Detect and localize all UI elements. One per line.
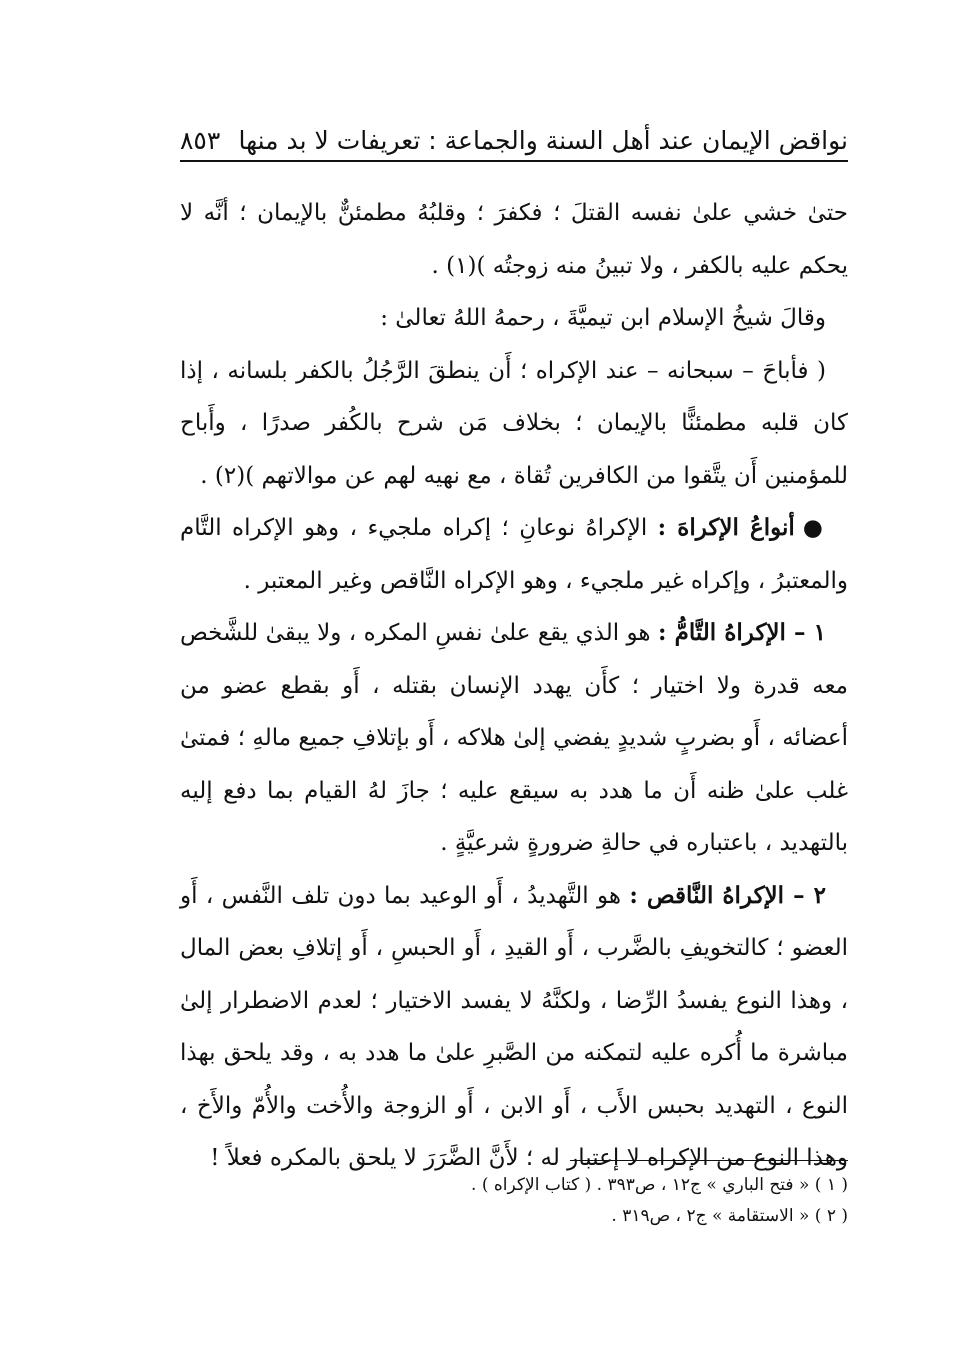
paragraph-6-term: ٢ – الإكراهُ النَّاقص : — [629, 881, 827, 909]
paragraph-5-term: ١ – الإكراهُ التَّامُّ : — [658, 619, 827, 646]
paragraph-2 — [180, 292, 848, 345]
paragraph-5 — [180, 607, 848, 870]
paragraph-1-text: حتىٰ خشي علىٰ نفسه القتلَ ؛ فكفرَ ؛ وقلبُهُ مطمئنٌّ بالإيمان ؛ أنَّه لا يحكم عليه بالكفر ، ولا تبينُ منه زوجتُه )(١) . — [180, 200, 848, 279]
main-text — [180, 187, 848, 1185]
footnote-1: ( ١ ) « فتح الباري » ج١٢ ، ص٣٩٣ . ( كتاب الإكراه ) . — [471, 1175, 848, 1195]
running-header — [180, 122, 848, 160]
paragraph-4-term: أنواعُ الإكراهَ : — [657, 514, 795, 541]
footnote-2: ( ٢ ) « الاستقامة » ج٢ ، ص٣١٩ . — [611, 1206, 848, 1226]
bullet-icon: ● — [802, 514, 826, 541]
footnotes — [180, 1170, 848, 1232]
paragraph-3-text: ( فأباحَ – سبحانه – عند الإكراه ؛ أَن ينطقَ الرَّجُلُ بالكفر بلسانه ، إذا كان قلبه مطمئنًّا بالإيمان ؛ بخلاف مَن شرح بالكُفر صدرًا ، وأَباح للمؤمنين أَن يتَّقوا من الكافرين تُقاة ، مع نهيه لهم عن موالاتهم )(٢) . — [180, 357, 848, 489]
paragraph-6-text: هو التَّهديدُ ، أَو الوعيد بما دون تلف النَّفس ، أَو العضو ؛ كالتخويفِ بالضَّرب ، أَو القيدِ ، أَو الحبسِ ، أَو إتلافِ بعض المال ، وهذا النوع يفسدُ الرِّضا ، ولكنَّهُ لا يفسد الاختيار ؛ لعدم الاضطرار إلىٰ مباشرة ما أُكره عليه لتمكنه من الصَّبرِ علىٰ ما هدد به ، وقد يلحق بهذا النوع ، التهديد بحبس الأَب ، أَو الابن ، أَو الزوجة والأُخت والأُمّ والأَخ ، وهذا النوع من الإكراه لا إعتبار له ؛ لأَنَّ الضَّرَرَ لا يلحق بالمكره فعلاً ! — [180, 882, 848, 1171]
paragraph-4-text: الإكراهُ نوعانِ ؛ إكراه ملجيء ، وهو الإكراه التَّام والمعتبرُ ، وإكراه غير ملجيء ، وهو الإكراه النَّاقص وغير المعتبر . — [180, 515, 848, 594]
paragraph-5-text: هو الذي يقع علىٰ نفسِ المكره ، ولا يبقىٰ للشَّخص معه قدرة ولا اختيار ؛ كأَن يهدد الإنسان بقتله ، أَو بقطع عضو من أعضائه ، أَو بضربٍ شديدٍ يفضي إلىٰ هلاكه ، أَو بإتلافِ جميع مالهِ ؛ فمتىٰ غلب علىٰ ظنه أَن ما هدد به سيقع عليه ؛ جازَ لهُ القيام بما دفع إليه بالتهديد ، باعتباره في حالةِ ضرورةٍ شرعيَّةٍ . — [180, 620, 848, 856]
paragraph-4 — [180, 502, 848, 607]
header-divider — [180, 160, 848, 162]
paragraph-3 — [180, 345, 848, 503]
header-title: نواقض الإيمان عند أهل السنة والجماعة : تعريفات لا بد منها — [238, 126, 848, 155]
paragraph-2-text: وقالَ شيخُ الإسلام ابن تيميَّةَ ، رحمهُ اللهُ تعالىٰ : — [380, 305, 826, 331]
footnote-divider — [570, 1160, 848, 1161]
paragraph-6 — [180, 870, 848, 1185]
paragraph-1 — [180, 187, 848, 292]
page-number: ٨٥٣ — [180, 126, 221, 155]
